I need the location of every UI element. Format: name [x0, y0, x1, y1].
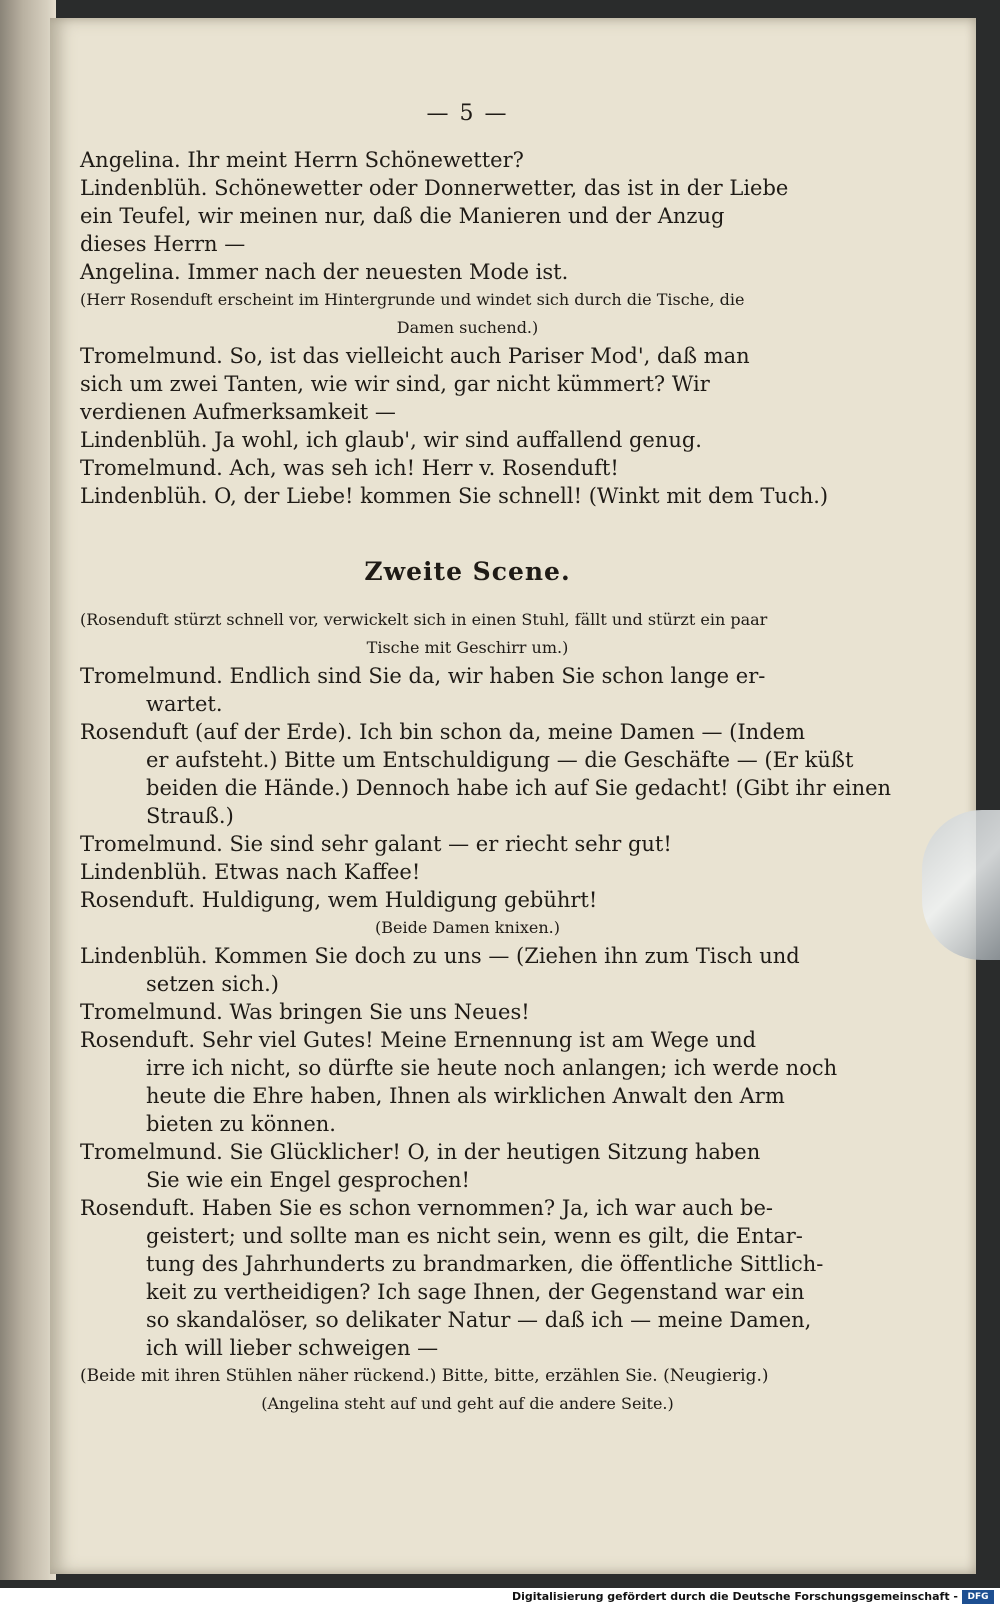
stage-direction: (Rosenduft stürzt schnell vor, verwickelt sich in einen Stuhl, fällt und stürzt ein paar — [80, 610, 768, 629]
stage-direction: (Angelina steht auf und geht auf die andere Seite.) — [261, 1394, 674, 1413]
text-line: Tromelmund. Ach, was seh ich! Herr v. Rosenduft! — [80, 456, 619, 480]
page-text — [80, 100, 892, 1418]
stage-direction: Tische mit Geschirr um.) — [366, 638, 569, 657]
text-line: Rosenduft (auf der Erde). Ich bin schon da, meine Damen — (Indem — [80, 720, 805, 744]
text-line: Lindenblüh. O, der Liebe! kommen Sie schnell! (Winkt mit dem Tuch.) — [80, 484, 829, 508]
dfg-credit: Digitalisierung gefördert durch die Deutsche Forschungsgemeinschaft - — [511, 1590, 958, 1603]
text-line: Lindenblüh. Ja wohl, ich glaub', wir sind auffallend genug. — [80, 428, 702, 452]
dfg-logo: DFG — [962, 1590, 994, 1604]
text-line: Rosenduft. Haben Sie es schon vernommen? Ja, ich war auch be- — [80, 1196, 773, 1220]
text-line: bieten zu können. — [146, 1112, 336, 1136]
text-line: Rosenduft. Huldigung, wem Huldigung gebührt! — [80, 888, 598, 912]
text-line: Tromelmund. Sie sind sehr galant — er riecht sehr gut! — [80, 832, 672, 856]
text-line: Lindenblüh. Etwas nach Kaffee! — [80, 860, 421, 884]
text-line: Tromelmund. Was bringen Sie uns Neues! — [80, 1000, 530, 1024]
text-line: setzen sich.) — [146, 972, 279, 996]
stage-direction: (Beide Damen knixen.) — [374, 918, 561, 937]
text-line: ich will lieber schweigen — — [146, 1336, 439, 1360]
text-line: Strauß.) — [146, 804, 234, 828]
text-line: Tromelmund. Sie Glücklicher! O, in der heutigen Sitzung haben — [80, 1140, 761, 1164]
text-line: Angelina. Immer nach der neuesten Mode ist. — [80, 260, 569, 284]
text-line: keit zu vertheidigen? Ich sage Ihnen, der Gegenstand war ein — [146, 1280, 805, 1304]
stage-direction: Damen suchend.) — [396, 318, 539, 337]
text-line: Tromelmund. So, ist das vielleicht auch Pariser Mod', daß man — [80, 344, 750, 368]
stage-direction: (Beide mit ihren Stühlen näher rückend.) Bitte, bitte, erzählen Sie. (Neugierig.) — [80, 1366, 769, 1386]
page-number: — 5 — — [426, 101, 509, 126]
stage-direction: (Herr Rosenduft erscheint im Hintergrunde und windet sich durch die Tische, die — [80, 290, 745, 309]
text-line: Lindenblüh. Schönewetter oder Donnerwetter, das ist in der Liebe — [80, 176, 789, 200]
text-line: dieses Herrn — — [80, 232, 246, 256]
text-line: verdienen Aufmerksamkeit — — [80, 400, 396, 424]
text-line: Rosenduft. Sehr viel Gutes! Meine Ernennung ist am Wege und — [80, 1028, 757, 1052]
text-line: Lindenblüh. Kommen Sie doch zu uns — (Ziehen ihn zum Tisch und — [80, 944, 800, 968]
text-line: Angelina. Ihr meint Herrn Schönewetter? — [80, 148, 524, 172]
text-line: sich um zwei Tanten, wie wir sind, gar nicht kümmert? Wir — [80, 372, 710, 396]
scene-title: Zweite Scene. — [364, 557, 571, 586]
text-line: so skandalöser, so delikater Natur — daß ich — meine Damen, — [146, 1308, 812, 1332]
left-page-edge — [0, 0, 56, 1580]
text-line: Sie wie ein Engel gesprochen! — [146, 1168, 470, 1192]
text-line: beiden die Hände.) Dennoch habe ich auf Sie gedacht! (Gibt ihr einen — [146, 776, 892, 800]
text-line: heute die Ehre haben, Ihnen als wirklichen Anwalt den Arm — [146, 1084, 785, 1108]
text-line: Tromelmund. Endlich sind Sie da, wir haben Sie schon lange er- — [80, 664, 766, 688]
text-line: geistert; und sollte man es nicht sein, wenn es gilt, die Entar- — [146, 1224, 803, 1248]
text-line: ein Teufel, wir meinen nur, daß die Manieren und der Anzug — [80, 204, 725, 228]
text-line: irre ich nicht, so dürfte sie heute noch anlangen; ich werde noch — [146, 1056, 838, 1080]
text-line: tung des Jahrhunderts zu brandmarken, die öffentliche Sittlich- — [146, 1252, 824, 1276]
text-line: er aufsteht.) Bitte um Entschuldigung — die Geschäfte — (Er küßt — [146, 748, 854, 772]
text-line: wartet. — [146, 692, 223, 716]
